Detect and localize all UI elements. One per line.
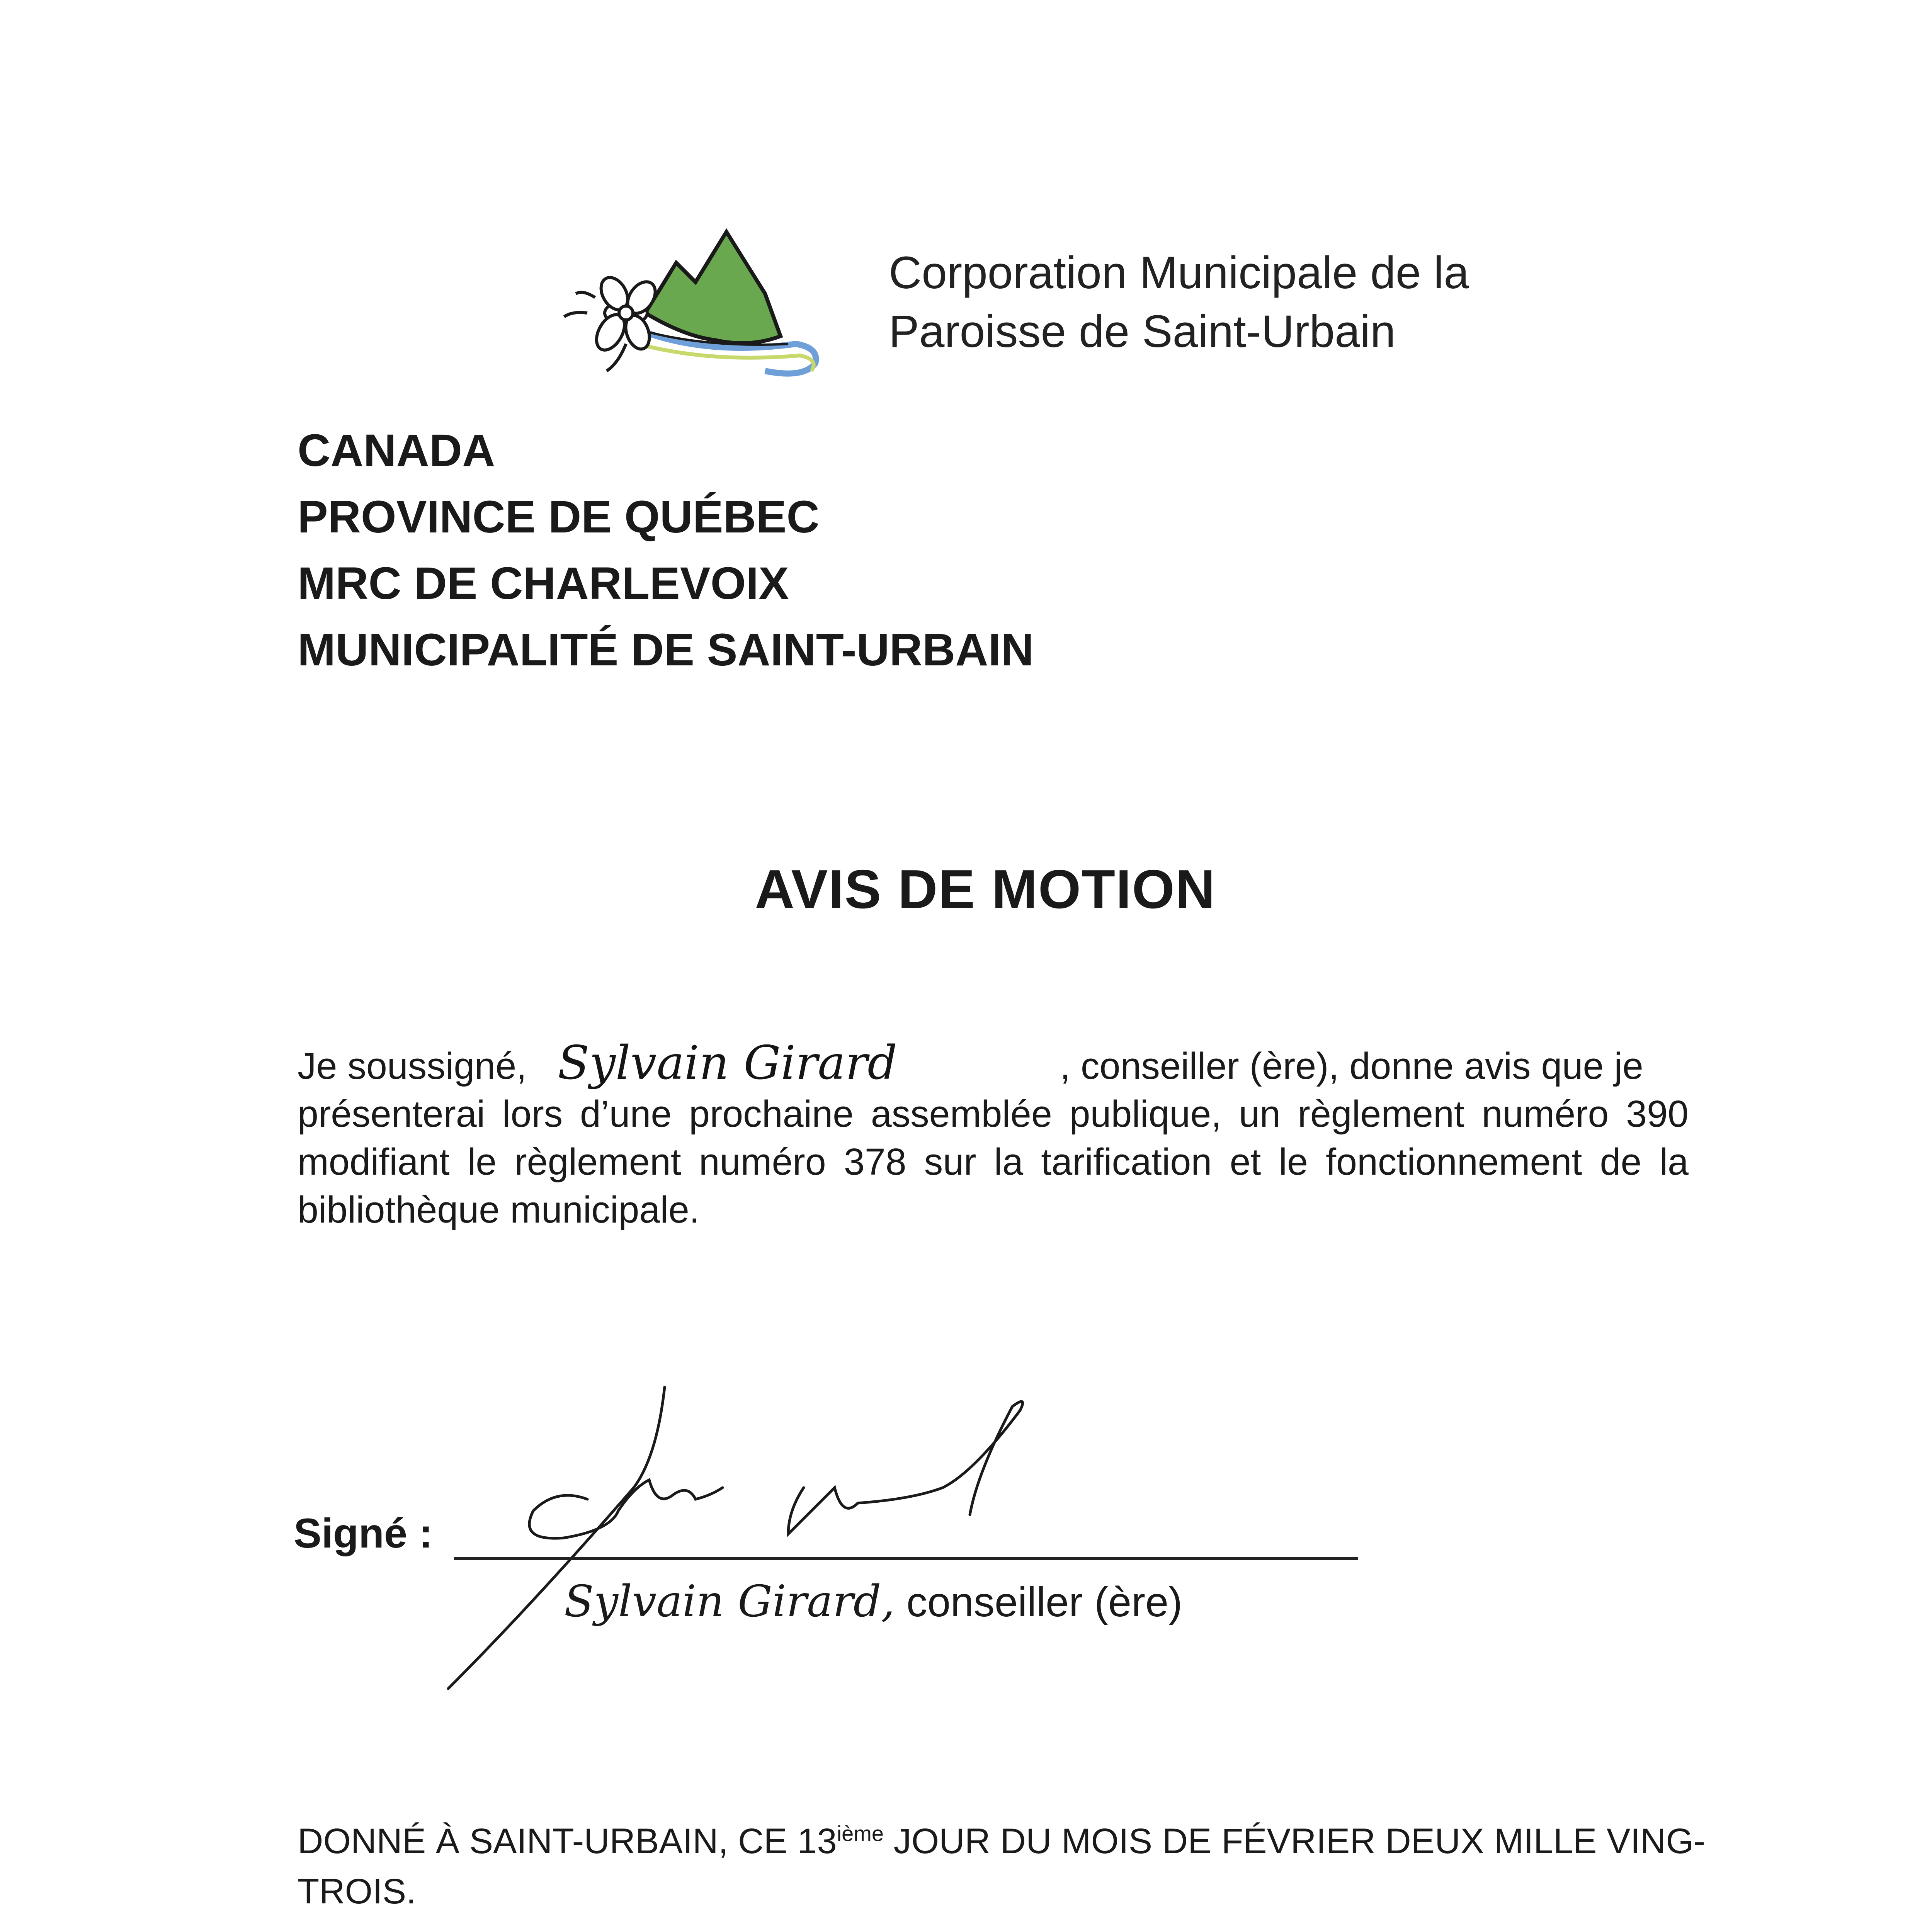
- jurisdiction-province: PROVINCE DE QUÉBEC: [298, 492, 820, 543]
- councillor-signature: [417, 1372, 1151, 1719]
- flower-icon: [564, 273, 661, 371]
- jurisdiction-mrc: MRC DE CHARLEVOIX: [298, 558, 789, 609]
- jurisdiction-municipality: MUNICIPALITÉ DE SAINT-URBAIN: [298, 624, 1034, 675]
- motion-line-2: présenterai lors d’une prochaine assemblée publique, un règlement numéro 390: [298, 1093, 1689, 1135]
- signature-label: Signé :: [294, 1510, 433, 1556]
- jurisdiction-header: [298, 417, 1457, 683]
- organization-name-line1: Corporation Municipale de la: [889, 247, 1469, 298]
- signer-role: conseiller (ère): [895, 1578, 1183, 1625]
- motion-line-4: bibliothèque municipale.: [298, 1189, 700, 1231]
- given-statement: [298, 1816, 1706, 1917]
- handwritten-councillor-name: Sylvain Girard: [558, 1036, 897, 1090]
- motion-line-1: [298, 1036, 1689, 1090]
- signer-handwritten-name: Sylvain Girard,: [564, 1577, 895, 1627]
- motion-prefix: Je soussigné,: [298, 1045, 527, 1087]
- motion-line-3: modifiant le règlement numéro 378 sur la tarification et le fonctionnement de la: [298, 1141, 1689, 1183]
- given-line-1: [298, 1816, 1706, 1866]
- given-part1: DONNÉ À SAINT-URBAIN, CE 13: [298, 1821, 837, 1861]
- signature-line: [454, 1557, 1358, 1560]
- jurisdiction-country: CANADA: [298, 425, 495, 476]
- mountain-shape: [645, 232, 781, 343]
- given-part2: JOUR DU MOIS DE FÉVRIER DEUX MILLE VING-: [884, 1821, 1706, 1861]
- motion-paragraph: [298, 1036, 1689, 1234]
- given-line-2: TROIS.: [298, 1872, 416, 1911]
- given-ordinal: ième: [837, 1821, 884, 1846]
- document-title: AVIS DE MOTION: [755, 859, 1216, 920]
- municipality-logo: [549, 216, 850, 410]
- organization-name: [889, 243, 1546, 361]
- organization-name-line2: Paroisse de Saint-Urbain: [889, 306, 1396, 357]
- motion-line1-suffix: , conseiller (ère), donne avis que je: [1060, 1045, 1643, 1087]
- signer-caption: [564, 1577, 1182, 1627]
